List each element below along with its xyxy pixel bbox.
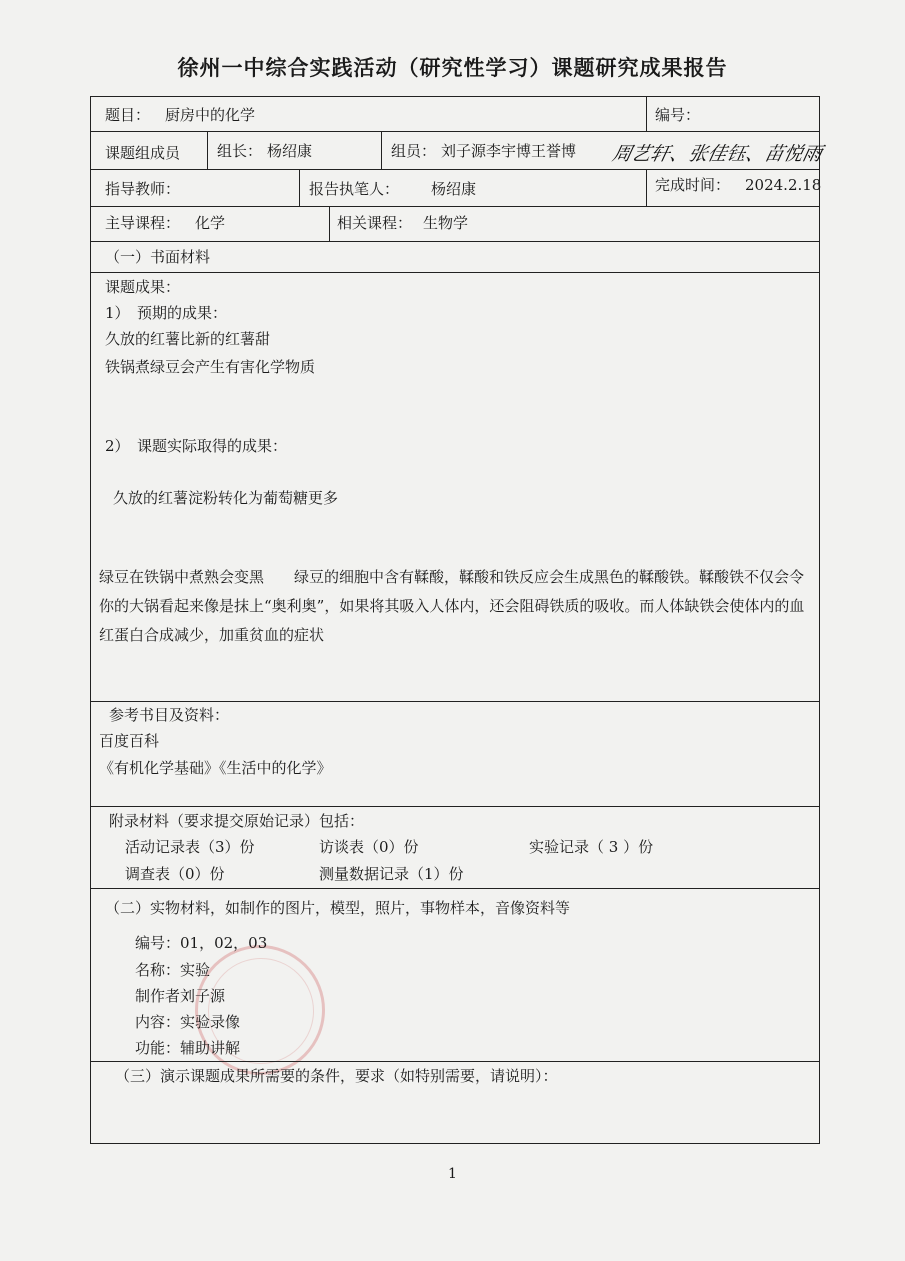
section1-heading: （一）书面材料: [105, 248, 211, 266]
group-label: 组员：: [391, 142, 437, 160]
expected-heading: 1） 预期的成果：: [105, 304, 228, 322]
handwritten-member-signatures: 周艺轩、张佳钰、苗悦雨: [610, 143, 825, 165]
references-heading: 参考书目及资料：: [109, 706, 230, 724]
topic-label: 题目：: [105, 106, 151, 124]
section2-line-4: 内容：实验录像: [135, 1013, 241, 1031]
members-label: 课题组成员: [105, 144, 181, 162]
topic-value: 厨房中的化学: [165, 106, 256, 124]
actual-paragraph: 绿豆在铁锅中煮熟会变黑 绿豆的细胞中含有鞣酸，鞣酸和铁反应会生成黑色的鞣酸铁。鞣酸铁不仅会令你的大锅看起来像是抹上“奥利奥”，如果将其吸入人体内，还会阻碍铁质的吸收。而人体缺铁会使体内的血红蛋白合成减少，加重贫血的症状: [99, 568, 805, 644]
appendix-survey: 调查表（0）份: [125, 865, 225, 883]
results-heading: 课题成果：: [105, 278, 181, 296]
section2-heading: （二）实物材料，如制作的图片，模型，照片，事物样本，音像资料等: [105, 899, 571, 917]
reference-line-1: 百度百科: [99, 732, 160, 750]
related-course-value: 生物学: [423, 214, 469, 232]
leader-label: 组长：: [217, 142, 263, 160]
appendix-experiment: 实验记录（ 3 ）份: [529, 838, 654, 856]
actual-heading: 2） 课题实际取得的成果：: [105, 437, 288, 455]
page-number: 1: [448, 1166, 457, 1182]
appendix-heading: 附录材料（要求提交原始记录）包括：: [109, 812, 365, 830]
reference-line-2: 《有机化学基础》《生活中的化学》: [99, 759, 332, 777]
advisor-label: 指导教师：: [105, 180, 181, 198]
appendix-interview: 访谈表（0）份: [319, 838, 419, 856]
section2-line-1: 编号：01，02，03: [135, 934, 268, 952]
expected-line-1: 久放的红薯比新的红薯甜: [105, 330, 271, 348]
main-course-label: 主导课程：: [105, 214, 181, 232]
writer-value: 杨绍康: [431, 180, 477, 198]
section3-heading: （三）演示课题成果所需要的条件，要求（如特别需要，请说明）：: [115, 1067, 558, 1085]
report-form: [90, 96, 825, 1144]
section2-line-5: 功能：辅助讲解: [135, 1039, 241, 1057]
section2-line-2: 名称：实验: [135, 961, 211, 979]
writer-label: 报告执笔人：: [309, 180, 400, 198]
document-title: 徐州一中综合实践活动（研究性学习）课题研究成果报告: [177, 55, 728, 80]
actual-line-1: 久放的红薯淀粉转化为葡萄糖更多: [113, 489, 339, 507]
main-course-value: 化学: [195, 214, 226, 232]
date-label: 完成时间：: [655, 176, 731, 194]
group-value: 刘子源李宇博王誉博: [441, 142, 577, 160]
section2-line-3: 制作者刘子源: [135, 987, 226, 1005]
leader-value: 杨绍康: [267, 142, 313, 160]
appendix-measurement: 测量数据记录（1）份: [319, 865, 464, 883]
number-label: 编号：: [655, 106, 701, 124]
related-course-label: 相关课程：: [337, 214, 413, 232]
expected-line-2: 铁锅煮绿豆会产生有害化学物质: [105, 358, 316, 376]
appendix-activity: 活动记录表（3）份: [125, 838, 255, 856]
date-value: 2024.2.18: [745, 176, 822, 194]
